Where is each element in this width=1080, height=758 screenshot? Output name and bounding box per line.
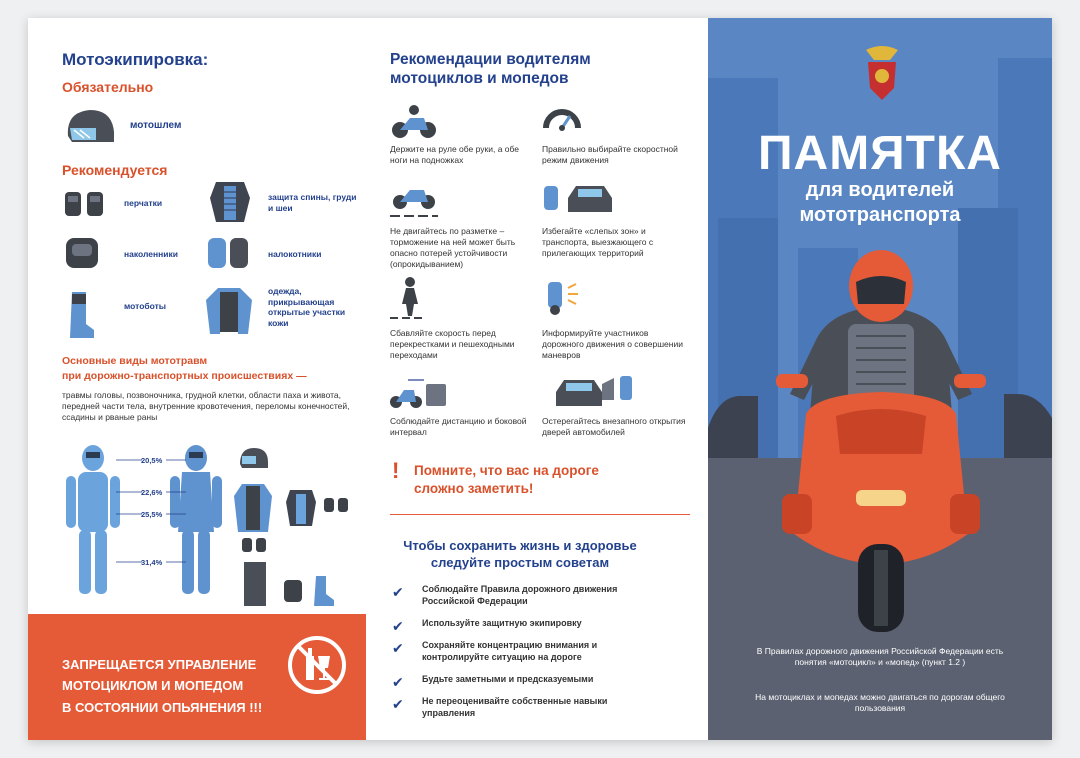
banner-line-3: В СОСТОЯНИИ ОПЬЯНЕНИЯ !!! [62, 699, 263, 715]
elbow-pads-icon [206, 234, 250, 272]
road-marking-icon [390, 178, 438, 222]
cover-panel [708, 18, 1052, 740]
motorcyclist-illustration [776, 244, 986, 634]
recommendations-heading-line-1: Рекомендации водителям [390, 51, 591, 68]
drunk-driving-banner [28, 614, 366, 740]
rec-text-2: Правильно выбирайте скоростной режим движения [542, 144, 678, 166]
checkmark-icon: ✔ [392, 640, 404, 656]
cover-subtitle [708, 178, 1052, 228]
injuries-heading-line-2: при дорожно-транспортных происшествиях — [62, 369, 307, 382]
cover-note-2: На мотоциклах и мопедах можно двигаться по дорогам общего пользования [755, 692, 1005, 714]
remember-line-1: Помните, что вас на дороге [414, 463, 599, 478]
injuries-heading [62, 354, 307, 383]
knee-pads-label: наколенники [124, 249, 178, 259]
mandatory-heading: Обязательно [62, 79, 154, 95]
gloves-label: перчатки [124, 198, 163, 208]
helmet-icon [62, 106, 118, 148]
pedestrian-crossing-icon [390, 276, 430, 320]
percent-label-head: 20,5% [141, 456, 163, 465]
leaflet [28, 18, 1052, 740]
rec-text-5: Сбавляйте скорость перед перекрестками и пешеходными переходами [390, 328, 515, 361]
clothes-label: одежда, прикрывающая открытые участки кожи [268, 286, 346, 328]
recommendations-heading-line-2: мотоциклов и мопедов [390, 70, 569, 88]
remember-text [414, 462, 599, 498]
car-door-icon [554, 370, 644, 410]
middle-column [366, 18, 708, 740]
distance-icon [388, 374, 448, 412]
injuries-heading-line-1: Основные виды мототравм [62, 355, 208, 367]
police-emblem-icon [860, 42, 904, 106]
remember-line-2: сложно заметить! [414, 481, 534, 497]
percent-label-legs: 31,4% [141, 558, 163, 567]
rec-text-8: Остерегайтесь внезапного открытия дверей автомобилей [542, 416, 686, 438]
back-protector-label: защита спины, груди и шеи [268, 192, 357, 213]
body-injury-diagram [58, 442, 358, 608]
banner-text [62, 654, 262, 718]
checkmark-icon: ✔ [392, 584, 404, 600]
rec-text-1: Держите на руле обе руки, а обе ноги на подножках [390, 144, 520, 166]
percent-label-chest: 22,6% [141, 488, 163, 497]
gloves-icon [62, 186, 108, 222]
cover-subtitle-line-1: для водителей [805, 179, 955, 201]
banner-line-1: ЗАПРЕЩАЕТСЯ УПРАВЛЕНИЕ [62, 657, 257, 672]
knee-pads-icon [62, 234, 102, 272]
back-protector-icon [206, 178, 254, 226]
tip-text: Не переоценивайте собственные навыки управления [422, 696, 608, 718]
recommended-heading: Рекомендуется [62, 162, 168, 178]
banner-line-2: МОТОЦИКЛОМ И МОПЕДОМ [62, 678, 244, 694]
advice-heading [390, 538, 650, 572]
advice-heading-line-2: следуйте простым советам [430, 554, 610, 570]
elbow-pads-label: налокотники [268, 249, 322, 259]
percent-label-torso: 25,5% [141, 510, 163, 519]
tip-text: Соблюдайте Правила дорожного движения Российской Федерации [422, 584, 618, 606]
boots-icon [66, 290, 96, 340]
injuries-text: травмы головы, позвоночника, грудной клетки, области паха и живота, передней части тела, внутренние кровотечения, переломы конечностей, ссадины и рваные раны [62, 390, 350, 423]
rec-text-7: Соблюдайте дистанцию и боковой интервал [390, 416, 527, 438]
tip-text: Сохраняйте концентрацию внимания и контролируйте ситуацию на дороге [422, 640, 598, 662]
checkmark-icon: ✔ [392, 696, 404, 712]
equipment-heading: Мотоэкипировка: [62, 50, 209, 69]
cover-subtitle-line-2: мототранспорта [799, 204, 961, 226]
signal-scooter-icon [542, 276, 590, 316]
no-alcohol-icon [286, 634, 348, 696]
rec-text-4: Избегайте «слепых зон» и транспорта, выезжающего с прилегающих территорий [542, 226, 654, 259]
advice-heading-line-1: Чтобы сохранить жизнь и здоровье [403, 538, 637, 553]
divider [390, 514, 690, 515]
jacket-icon [204, 284, 254, 338]
helmet-label: мотошлем [130, 120, 182, 131]
speedometer-icon [542, 100, 582, 140]
tips-list [392, 584, 692, 724]
recommendations-heading [390, 50, 591, 89]
rec-text-3: Не двигайтесь по разметке – торможение на ней может быть опасно потерей устойчивости (опрокидыванием) [390, 226, 516, 270]
cover-title: ПАМЯТКА [758, 127, 1002, 180]
checkmark-icon: ✔ [392, 618, 404, 634]
warning-icon: ! [392, 458, 400, 483]
tip-text: Будьте заметными и предсказуемыми [422, 674, 594, 684]
tip-text: Используйте защитную экипировку [422, 618, 582, 628]
cover-note-1: В Правилах дорожного движения Российской Федерации есть понятия «мотоцикл» и «мопед» (пункт 1.2 ) [756, 646, 1004, 668]
checkmark-icon: ✔ [392, 674, 404, 690]
boots-label: мотоботы [124, 301, 167, 311]
rec-text-6: Информируйте участников дорожного движения о совершении маневров [542, 328, 683, 361]
motorcyclist-icon [390, 104, 438, 140]
blind-spot-icon [540, 182, 620, 218]
